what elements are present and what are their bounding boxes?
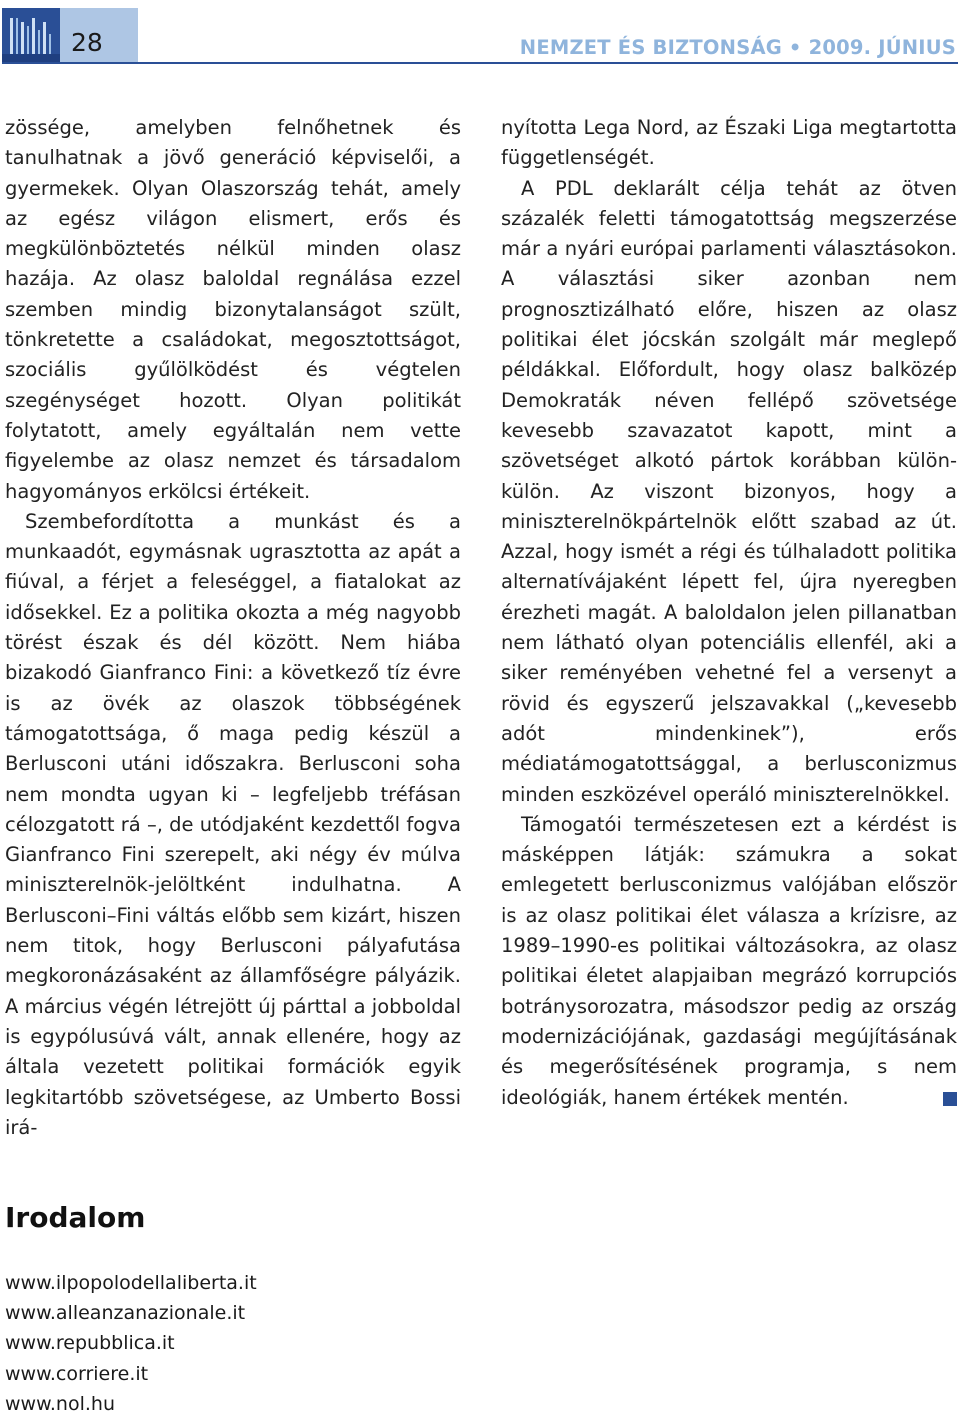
references-list: [5, 1268, 257, 1419]
reference-item: www.alleanzanazionale.it: [5, 1302, 246, 1325]
journal-logo: [2, 8, 60, 64]
references-heading: Irodalom: [5, 1201, 146, 1234]
logo-stripes-icon: [2, 8, 60, 64]
reference-item: www.nol.hu: [5, 1392, 115, 1415]
right-paragraph-3: [501, 810, 957, 1113]
right-paragraph-1: nyította Lega Nord, az Északi Liga megtartotta függetlenségét.: [501, 116, 957, 170]
left-paragraph-2: Szembefordította a munkást és a munkaadót, egymásnak ugrasztotta az apát a fiúval, a férjet a feleséggel, a fiatalokat az idősekkel. Ez a politika okozta a még nagyobb törést észak és dél között. Nem hiába bizakodó Gianfranco Fini: a következő tíz évre is az övék az olaszok többségének támogatottsága, ő maga pedig készül a Berlusconi utáni időszakra. Berlusconi soha nem mondta ugyan ki – legfeljebb tréfásan célozgatott rá –, de utódjaként kezdettől fogva Gianfranco Fini szerepelt, aki négy év múlva miniszterelnök-jelöltként indulhatna. A Berlusconi–Fini váltás előbb sem kizárt, hiszen nem titok, hogy Berlusconi pályafutása megkoronázásaként az államfőségre pályázik. A március végén létrejött új párttal a jobboldal is egypólusúvá vált, annak ellenére, hogy az általa vezetett politikai formációk egyik legkitartóbb szövetségese, az Umberto Bossi irá-: [5, 509, 461, 1139]
running-head: NEMZET ÉS BIZTONSÁG • 2009. JÚNIUS: [519, 36, 956, 59]
right-column: [501, 113, 957, 1113]
reference-item: www.ilpopolodellaliberta.it: [5, 1272, 257, 1294]
page-number: 28: [71, 28, 103, 57]
header-rule: [2, 62, 958, 64]
right-paragraph-3-text: Támogatói természetesen ezt a kérdést is másképpen látják: számukra a sokat emlegetett berlusconizmus valójában először is az olasz politikai élet válasza a krízisre, az 1989–1990-es politikai változásokra, az olasz politikai életet alapjaiban megrázó korrupciós botránysorozatra, másodszor pedig az ország modernizációjának, gazdasági megújításának és megerősítésének programja, s nem ideológiák, hanem értékek mentén.: [501, 812, 957, 1109]
end-of-article-square-icon: [943, 1092, 957, 1106]
right-paragraph-2: A PDL deklarált célja tehát az ötven százalék feletti támogatottság megszerzése már a nyári európai parlamenti választásokon. A választási siker azonban nem prognosztizálható előre, hiszen az olasz politikai élet jócskán szolgált már meglepő példákkal. Előfordult, hogy olasz balközép Demokraták néven fellépő szövetsége kevesebb szavazatot kapott, mint a szövetséget alkotó pártok korábban külön-külön. Az viszont bizonyos, hogy a miniszterelnökpártelnök előtt szabad az út. Azzal, hogy ismét a régi és túlhaladott politika alternatívájaként lépett fel, újra nyeregben érezheti magát. A baloldalon jelen pillanatban nem látható olyan potenciális ellenfél, aki a siker reményében vehetné fel a versenyt a rövid és egyszerű jelszavakkal („kevesebb adót mindenkinek”), erős médiatámogatottsággal, a berlusconizmus minden eszközével operáló miniszterelnökkel.: [501, 176, 957, 806]
left-paragraph-1: zössége, amelyben felnőhetnek és tanulhatnak a jövő generáció képviselői, a gyermekek. Olyan Olaszország tehát, amely az egész világon elismert, erős és megkülönböztetés nélkül minden olasz hazája. Az olasz baloldal regnálása ezzel szemben mindig bizonytalanságot szült, tönkretette a családokat, megosztottságot, szociális gyűlölködést és végtelen szegénységet hozott. Olyan politikát folytatott, amely egyáltalán nem vette figyelembe az olasz nemzet és társadalom hagyományos erkölcsi értékeit.: [5, 116, 461, 503]
reference-item: www.repubblica.it: [5, 1332, 175, 1355]
reference-item: www.corriere.it: [5, 1362, 149, 1385]
left-column: [5, 113, 461, 1143]
